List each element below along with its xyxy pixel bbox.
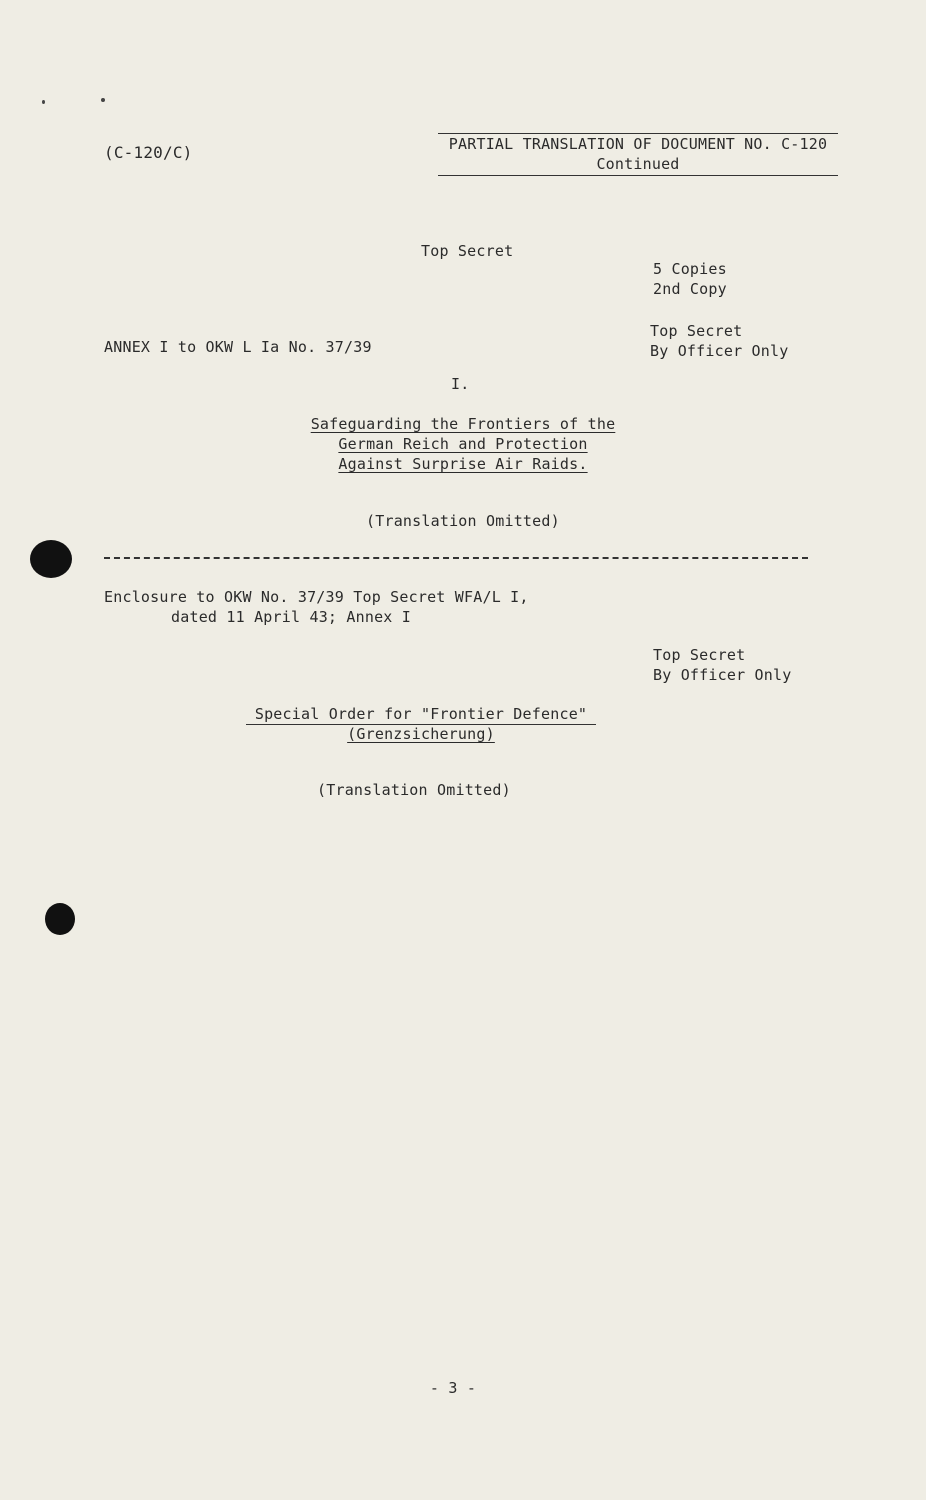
- copies-count: 5 Copies: [653, 260, 727, 278]
- section-title-line-1: Safeguarding the Frontiers of the: [310, 415, 616, 433]
- translation-omitted-note: (Translation Omitted): [317, 781, 511, 799]
- classification-officer-only: By Officer Only: [653, 666, 792, 684]
- section-title-line-3: Against Surprise Air Raids.: [338, 455, 588, 473]
- top-secret-heading: Top Secret: [421, 242, 514, 260]
- classification-top-secret: Top Secret: [653, 646, 746, 664]
- special-order-title: Special Order for "Frontier Defence": [254, 705, 588, 723]
- copy-number: 2nd Copy: [653, 280, 727, 298]
- header-title: PARTIAL TRANSLATION OF DOCUMENT NO. C-120: [448, 135, 828, 153]
- enclosure-line-1: Enclosure to OKW No. 37/39 Top Secret WFA/L I,: [104, 588, 529, 606]
- punch-hole-bottom: [45, 903, 75, 935]
- punch-hole-top: [30, 540, 72, 578]
- section-number: I.: [451, 375, 470, 393]
- section-title-line-2: German Reich and Protection: [338, 435, 588, 453]
- document-ref-code: (C-120/C): [104, 143, 193, 162]
- page-number: - 3 -: [429, 1379, 477, 1397]
- speck-mark: [101, 98, 105, 102]
- dashed-separator: [104, 557, 808, 559]
- annex-reference: ANNEX I to OKW L Ia No. 37/39: [104, 338, 372, 356]
- enclosure-line-2: dated 11 April 43; Annex I: [171, 608, 411, 626]
- translation-omitted-note: (Translation Omitted): [366, 512, 560, 530]
- classification-officer-only: By Officer Only: [650, 342, 789, 360]
- classification-top-secret: Top Secret: [650, 322, 743, 340]
- header-bottom-rule: [438, 175, 838, 176]
- header-subtitle: Continued: [596, 155, 680, 173]
- speck-mark: [42, 100, 45, 104]
- special-order-subtitle: (Grenzsicherung): [347, 725, 495, 743]
